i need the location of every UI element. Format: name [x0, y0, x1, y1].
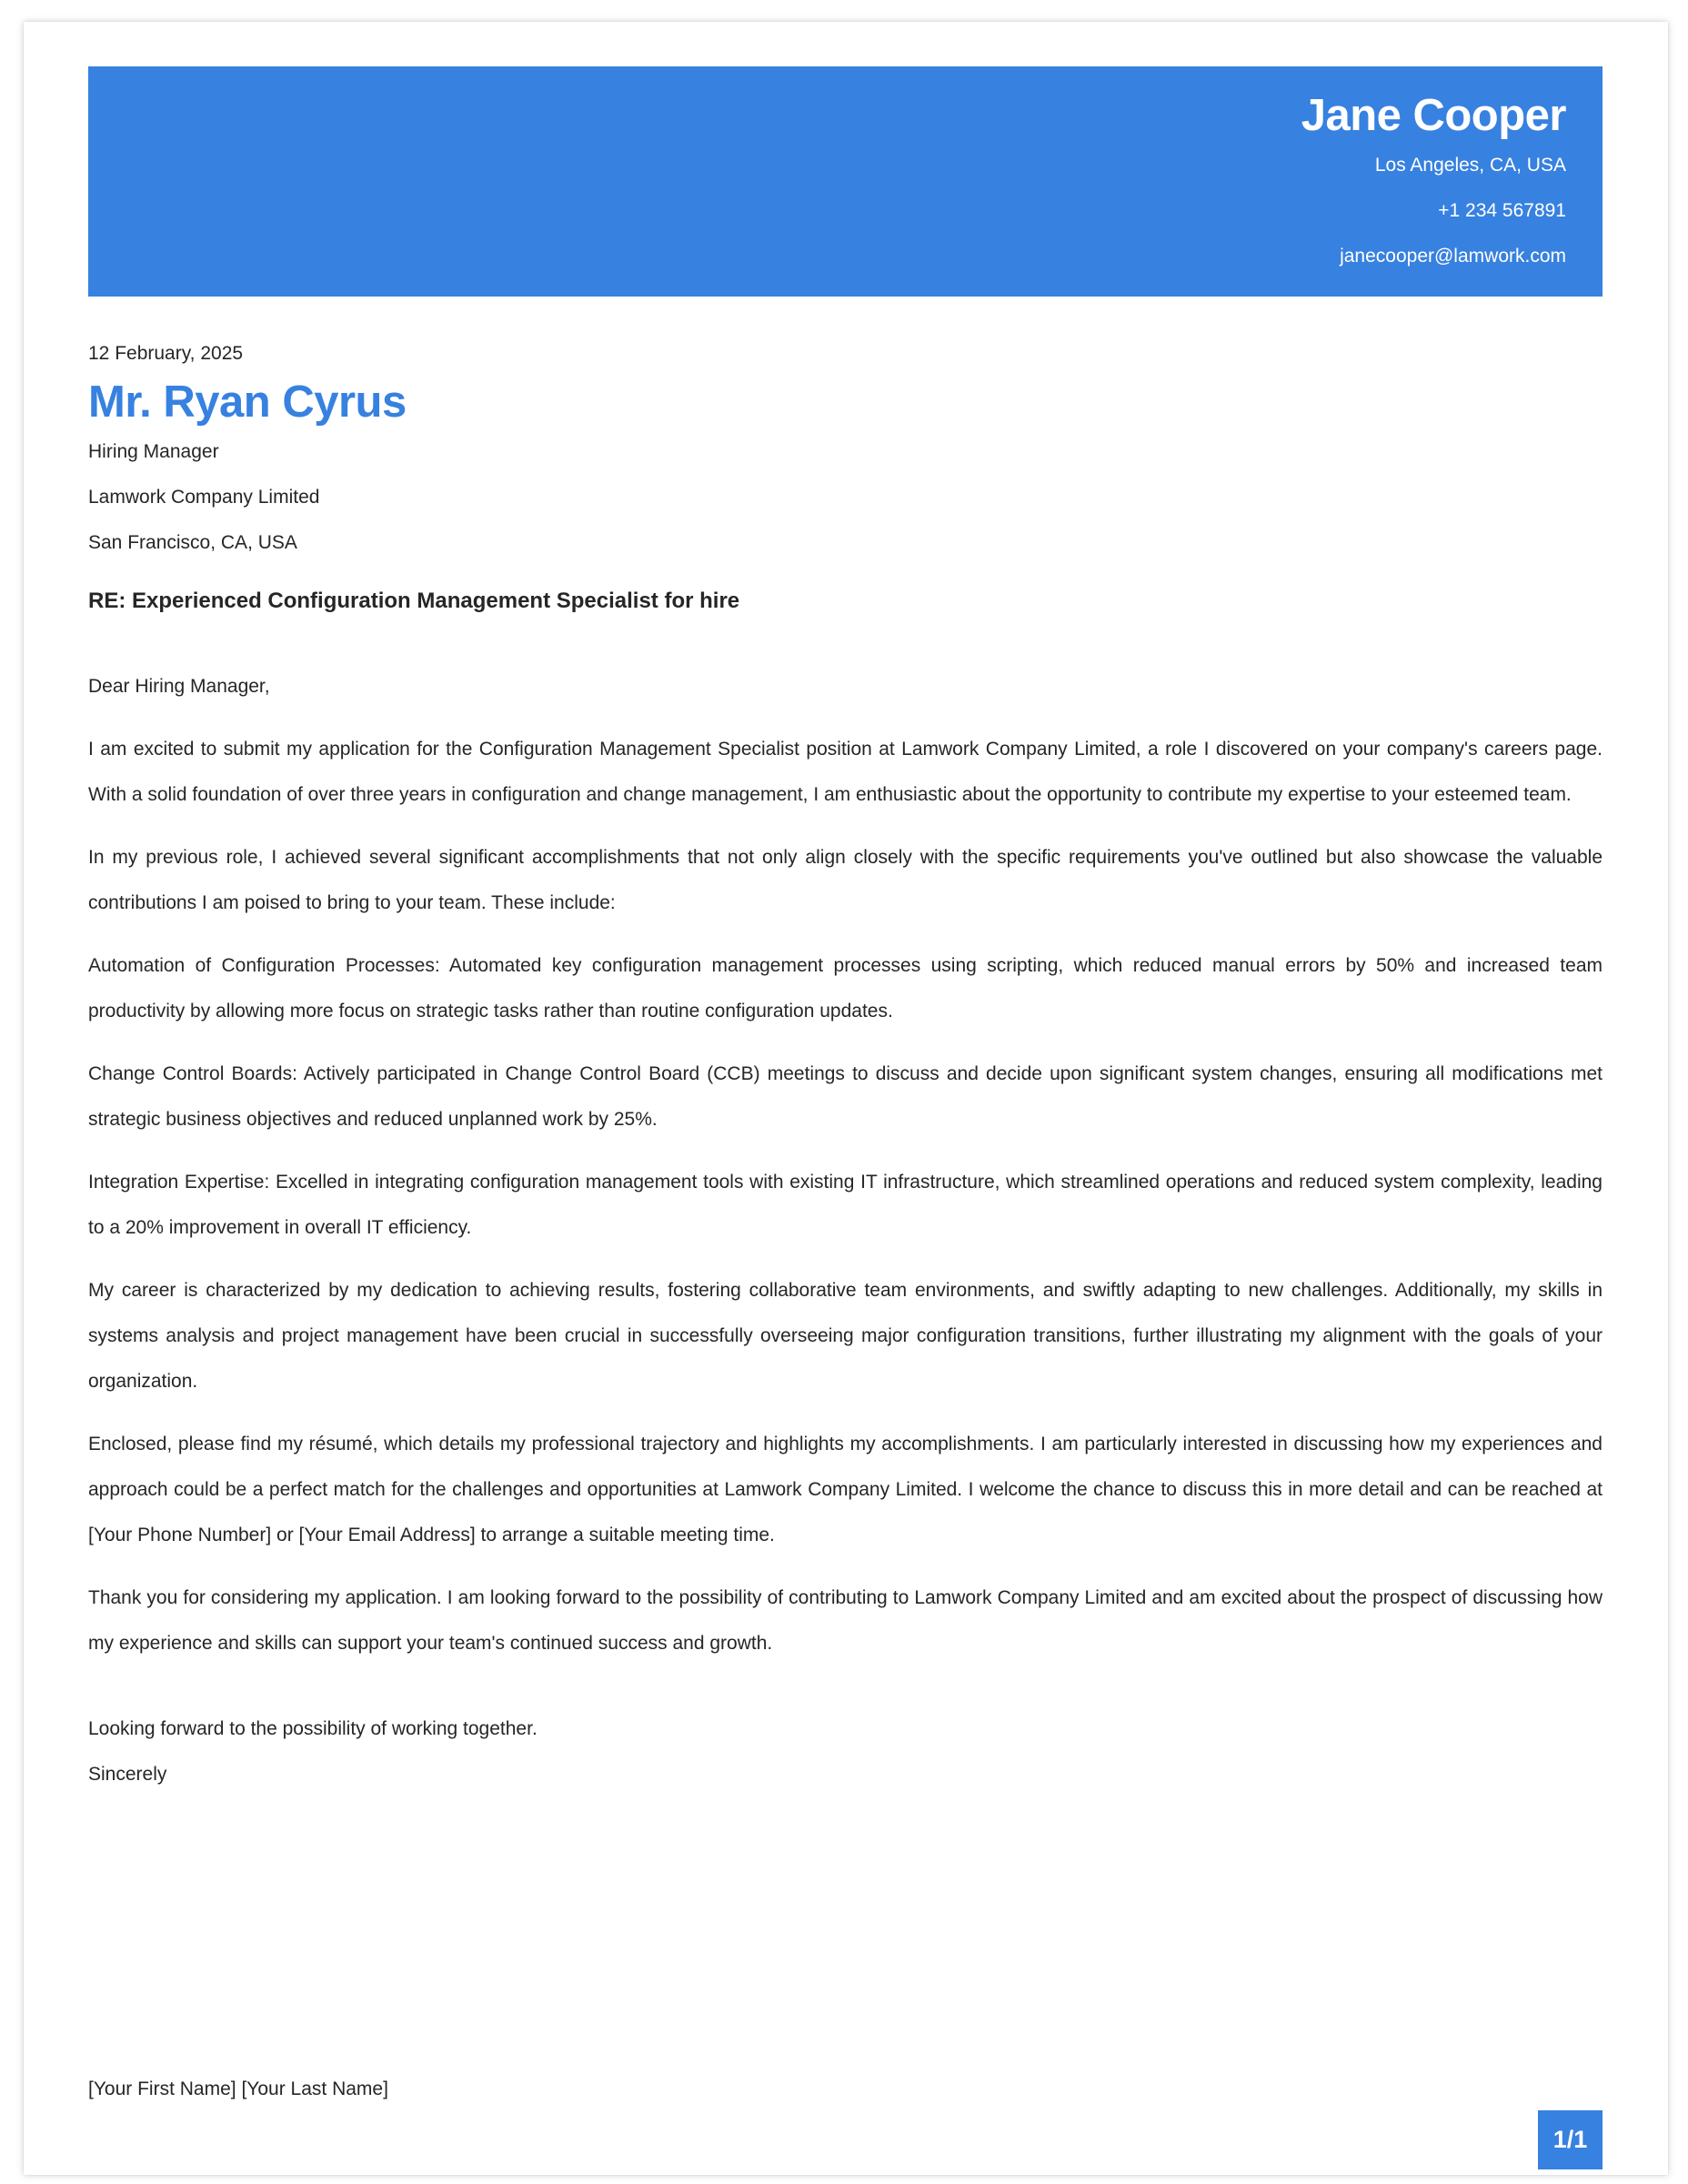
- paragraph-career: My career is characterized by my dedication to achieving results, fostering collaborative team environments, and swiftly adapting to new challenges. Additionally, my skills in systems analysis and project management have been crucial in successfully overseeing major configuration transitions, further illustrating my alignment with the goals of your organization.: [88, 1280, 1603, 1392]
- closing-line: Looking forward to the possibility of working together.: [88, 1718, 538, 1739]
- letter-date: 12 February, 2025: [88, 343, 244, 364]
- letter-page: [24, 22, 1668, 2175]
- sender-phone: +1 234 567891: [1438, 200, 1566, 221]
- recipient-location: San Francisco, CA, USA: [88, 532, 297, 553]
- paragraph-automation: Automation of Configuration Processes: Automated key configuration management processes using scripting, which reduced manual errors by 50% and increased team productivity by allowing more focus on strategic tasks rather than routine configuration updates.: [88, 955, 1603, 1022]
- paragraph-integration: Integration Expertise: Excelled in integrating configuration management tools with existing IT infrastructure, which streamlined operations and reduced system complexity, leading to a 20% improvement in overall IT efficiency.: [88, 1172, 1603, 1238]
- salutation: Dear Hiring Manager,: [88, 676, 270, 697]
- recipient-company: Lamwork Company Limited: [88, 487, 320, 508]
- paragraph-change-control: Change Control Boards: Actively participated in Change Control Board (CCB) meetings to discuss and decide upon significant system changes, ensuring all modifications met strategic business objectives and reduced unplanned work by 25%.: [88, 1063, 1603, 1130]
- sender-email: janecooper@lamwork.com: [1340, 246, 1566, 267]
- recipient-name: Mr. Ryan Cyrus: [88, 377, 407, 427]
- letter-body: [88, 331, 1603, 1797]
- page-indicator: 1/1: [1538, 2110, 1603, 2169]
- sender-location: Los Angeles, CA, USA: [1374, 155, 1566, 176]
- signature: [Your First Name] [Your Last Name]: [88, 2078, 388, 2099]
- paragraph-accomplishments: In my previous role, I achieved several significant accomplishments that not only align closely with the specific requirements you've outlined but also showcase the valuable contributions I am poised to bring to your team. These include:: [88, 847, 1603, 913]
- sender-name: Jane Cooper: [1301, 91, 1566, 140]
- closing-block: [88, 1706, 1603, 1797]
- closing: Sincerely: [88, 1764, 167, 1785]
- sender-header: [88, 66, 1603, 297]
- recipient-title: Hiring Manager: [88, 441, 219, 462]
- paragraph-intro: I am excited to submit my application for the Configuration Management Specialist position at Lamwork Company Limited, a role I discovered on your company's careers page. With a solid foundation of over three years in configuration and change management, I am enthusiastic about the opportunity to contribute my expertise to your esteemed team.: [88, 739, 1603, 805]
- paragraph-enclosed: Enclosed, please find my résumé, which details my professional trajectory and highlights my accomplishments. I am particularly interested in discussing how my experiences and approach could be a perfect match for the challenges and opportunities at Lamwork Company Limited. I welcome the chance to discuss this in more detail and can be reached at [Your Phone Number] or [Your Email Address] to arrange a suitable meeting time.: [88, 1434, 1603, 1545]
- letter-subject: RE: Experienced Configuration Management Specialist for hire: [88, 589, 740, 613]
- paragraph-thanks: Thank you for considering my application. I am looking forward to the possibility of contributing to Lamwork Company Limited and am excited about the prospect of discussing how my experience and skills can support your team's continued success and growth.: [88, 1587, 1603, 1654]
